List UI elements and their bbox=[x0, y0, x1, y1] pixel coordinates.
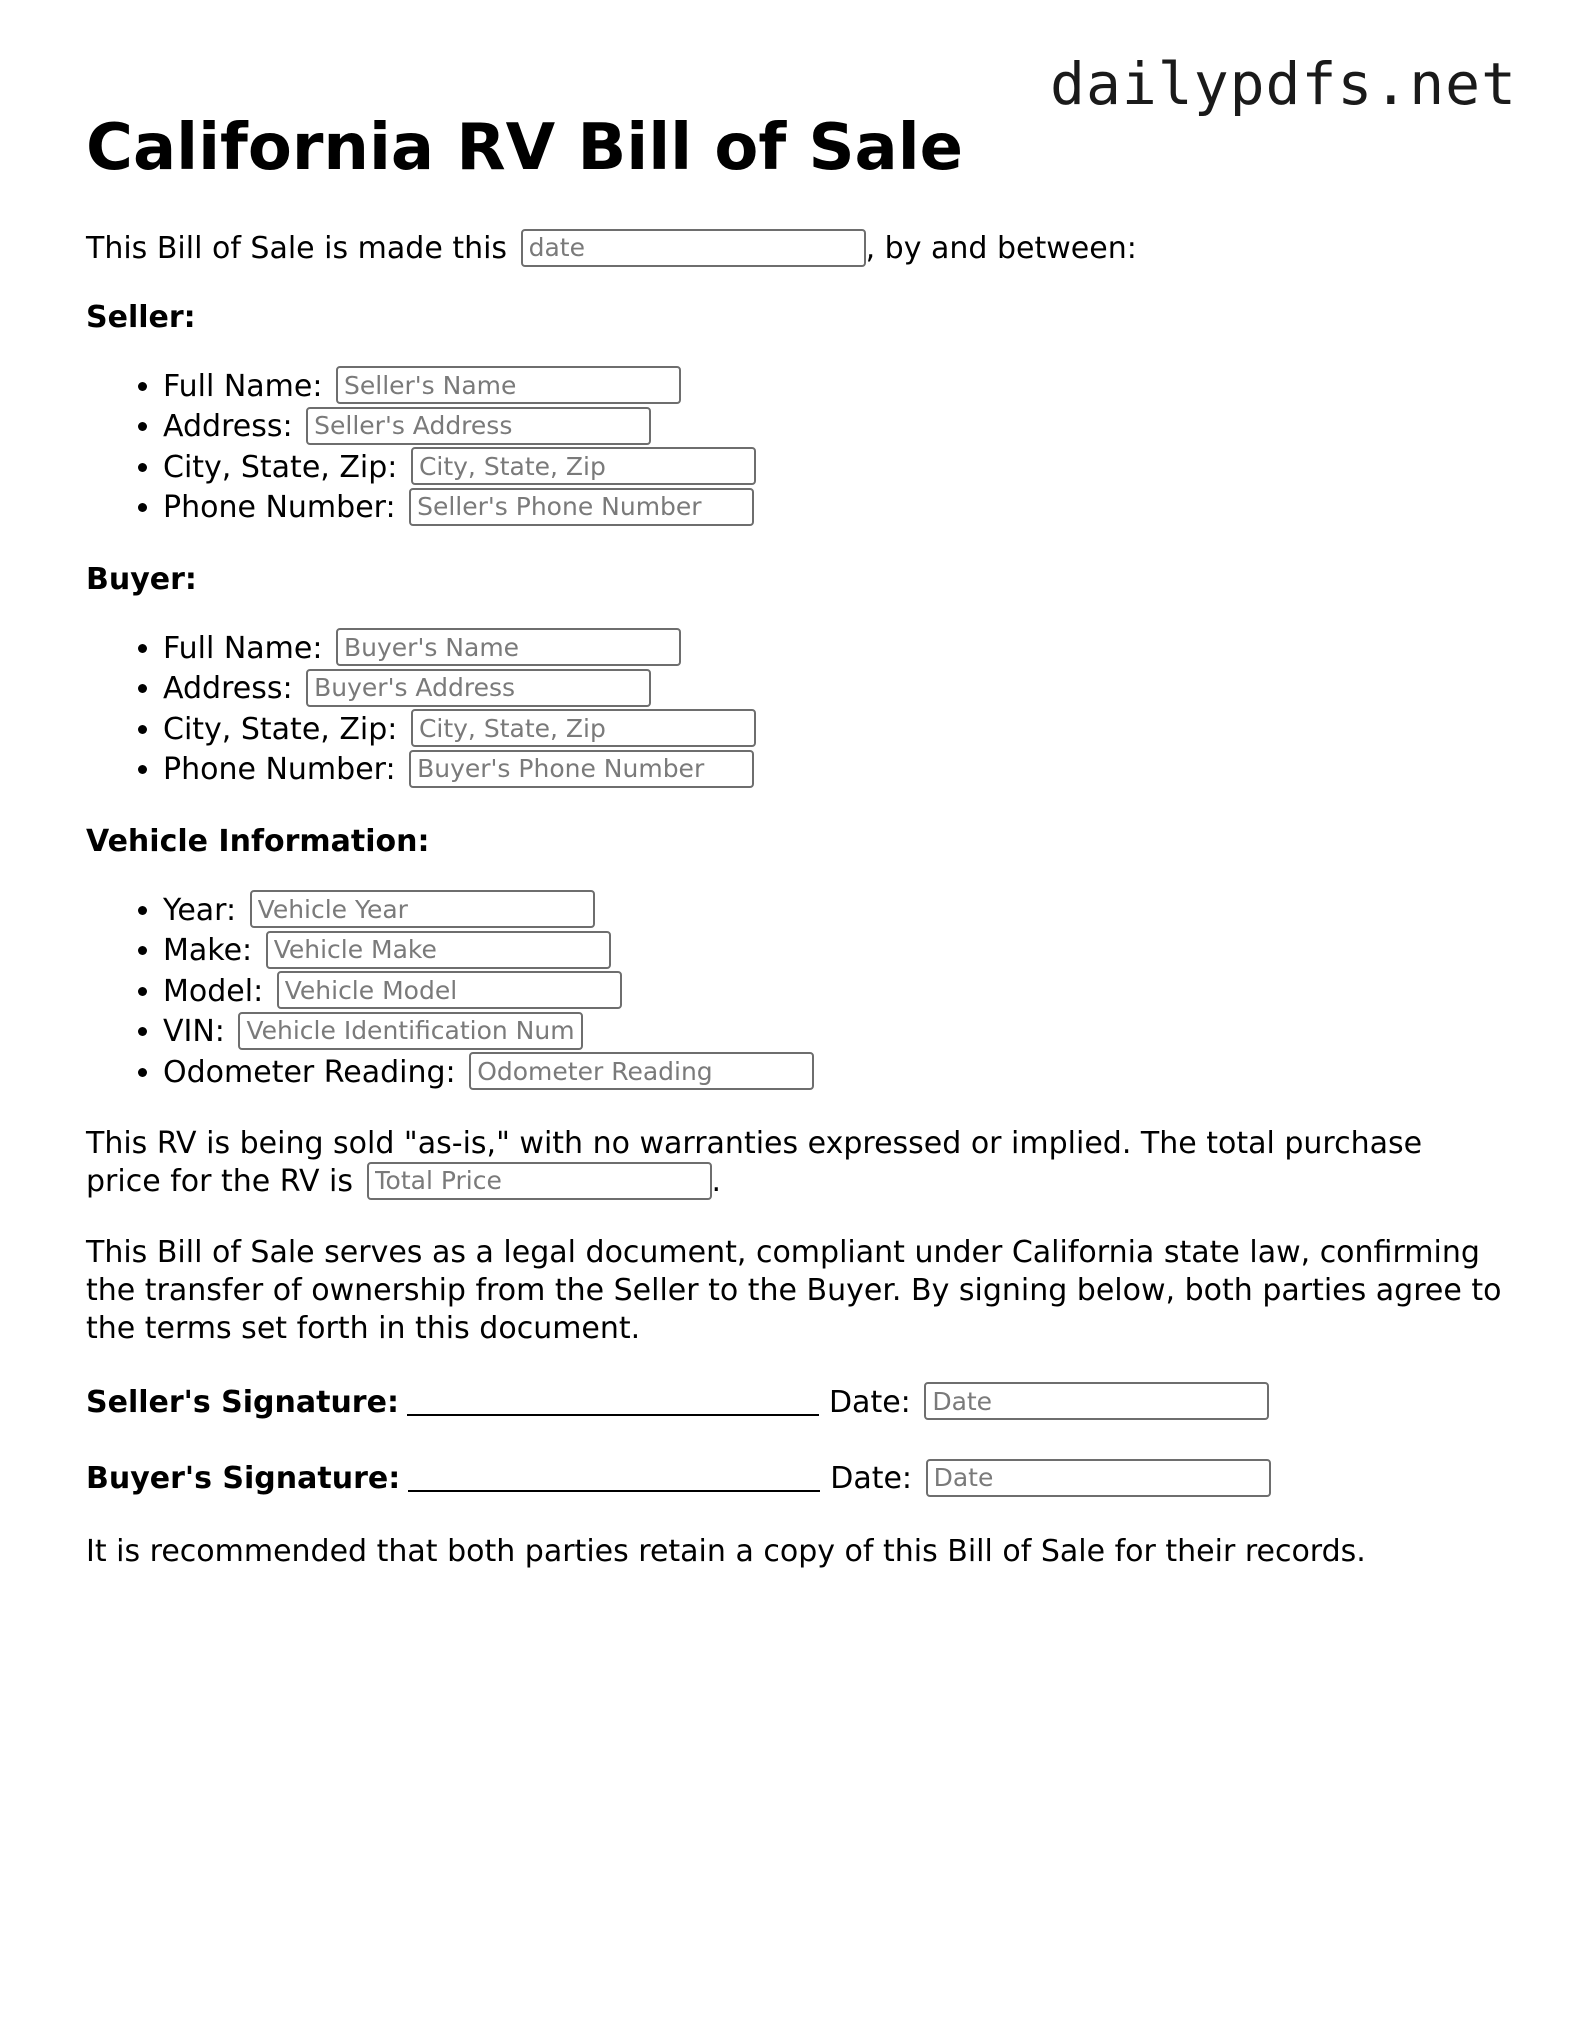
list-item bbox=[163, 488, 1506, 529]
intro-text-after: , by and between: bbox=[865, 231, 1137, 266]
seller-full-name-input[interactable] bbox=[336, 366, 681, 404]
buyer-signature-label: Buyer's Signature: bbox=[86, 1461, 401, 1496]
buyer-address-input[interactable] bbox=[306, 669, 651, 707]
vehicle-vin-input[interactable] bbox=[238, 1012, 583, 1050]
list-item bbox=[163, 629, 1506, 670]
list-item bbox=[163, 1053, 1506, 1094]
intro-paragraph bbox=[86, 230, 1506, 269]
vehicle-make-input[interactable] bbox=[266, 931, 611, 969]
buyer-phone-label: Phone Number: bbox=[163, 752, 396, 787]
seller-city-label: City, State, Zip: bbox=[163, 449, 398, 485]
list-item bbox=[163, 972, 1506, 1013]
seller-signature-date-input[interactable] bbox=[924, 1382, 1269, 1420]
vehicle-odometer-label: Odometer Reading: bbox=[163, 1054, 456, 1090]
seller-fields-list bbox=[86, 367, 1506, 529]
buyer-full-name-label: Full Name: bbox=[163, 630, 323, 666]
buyer-address-label: Address: bbox=[163, 671, 293, 706]
buyer-date-label: Date: bbox=[830, 1461, 913, 1496]
vehicle-model-label: Model: bbox=[163, 973, 264, 1009]
vehicle-vin-label: VIN: bbox=[163, 1014, 225, 1049]
seller-phone-input[interactable] bbox=[409, 488, 754, 526]
seller-full-name-label: Full Name: bbox=[163, 368, 323, 404]
intro-text-before: This Bill of Sale is made this bbox=[86, 231, 508, 266]
bill-of-sale-document bbox=[86, 110, 1506, 1571]
seller-signature-line[interactable] bbox=[407, 1384, 819, 1416]
seller-heading: Seller: bbox=[86, 299, 196, 335]
price-text-before: This RV is being sold "as-is," with no warranties expressed or implied. The total purchase price for the RV is bbox=[86, 1126, 1423, 1199]
buyer-city-input[interactable] bbox=[411, 709, 756, 747]
seller-city-input[interactable] bbox=[411, 447, 756, 485]
seller-date-label: Date: bbox=[828, 1384, 911, 1420]
total-price-input[interactable] bbox=[367, 1162, 712, 1200]
buyer-signature-row bbox=[86, 1456, 1506, 1499]
seller-phone-label: Phone Number: bbox=[163, 490, 396, 525]
list-item bbox=[163, 710, 1506, 751]
sale-date-input[interactable] bbox=[521, 229, 866, 267]
vehicle-make-label: Make: bbox=[163, 933, 253, 968]
list-item bbox=[163, 891, 1506, 932]
watermark-logo: dailypdfs.net bbox=[1050, 50, 1517, 118]
vehicle-model-input[interactable] bbox=[277, 971, 622, 1009]
buyer-signature-line[interactable] bbox=[408, 1460, 820, 1492]
list-item bbox=[163, 448, 1506, 489]
legal-paragraph: This Bill of Sale serves as a legal document, compliant under California state law, confirming the transfer of ownership from the Seller to the Buyer. By signing below, both parties agree to the terms set forth in this document. bbox=[86, 1234, 1502, 1346]
list-item bbox=[163, 1012, 1506, 1053]
closing-paragraph: It is recommended that both parties retain a copy of this Bill of Sale for their records. bbox=[86, 1533, 1366, 1569]
seller-signature-row bbox=[86, 1380, 1506, 1423]
list-item bbox=[163, 669, 1506, 710]
buyer-city-label: City, State, Zip: bbox=[163, 711, 398, 747]
buyer-phone-input[interactable] bbox=[409, 750, 754, 788]
vehicle-year-label: Year: bbox=[163, 892, 237, 928]
buyer-signature-date-input[interactable] bbox=[926, 1459, 1271, 1497]
seller-signature-label: Seller's Signature: bbox=[86, 1384, 399, 1420]
buyer-fields-list bbox=[86, 629, 1506, 791]
seller-address-label: Address: bbox=[163, 409, 293, 444]
buyer-full-name-input[interactable] bbox=[336, 628, 681, 666]
page-title: California RV Bill of Sale bbox=[86, 111, 964, 185]
vehicle-year-input[interactable] bbox=[250, 890, 595, 928]
seller-address-input[interactable] bbox=[306, 407, 651, 445]
buyer-heading: Buyer: bbox=[86, 561, 197, 597]
price-text-after: . bbox=[711, 1164, 722, 1199]
price-paragraph bbox=[86, 1125, 1506, 1202]
list-item bbox=[163, 367, 1506, 408]
list-item bbox=[163, 750, 1506, 791]
vehicle-odometer-input[interactable] bbox=[469, 1052, 814, 1090]
vehicle-heading: Vehicle Information: bbox=[86, 823, 430, 859]
list-item bbox=[163, 931, 1506, 972]
list-item bbox=[163, 407, 1506, 448]
vehicle-fields-list bbox=[86, 891, 1506, 1094]
